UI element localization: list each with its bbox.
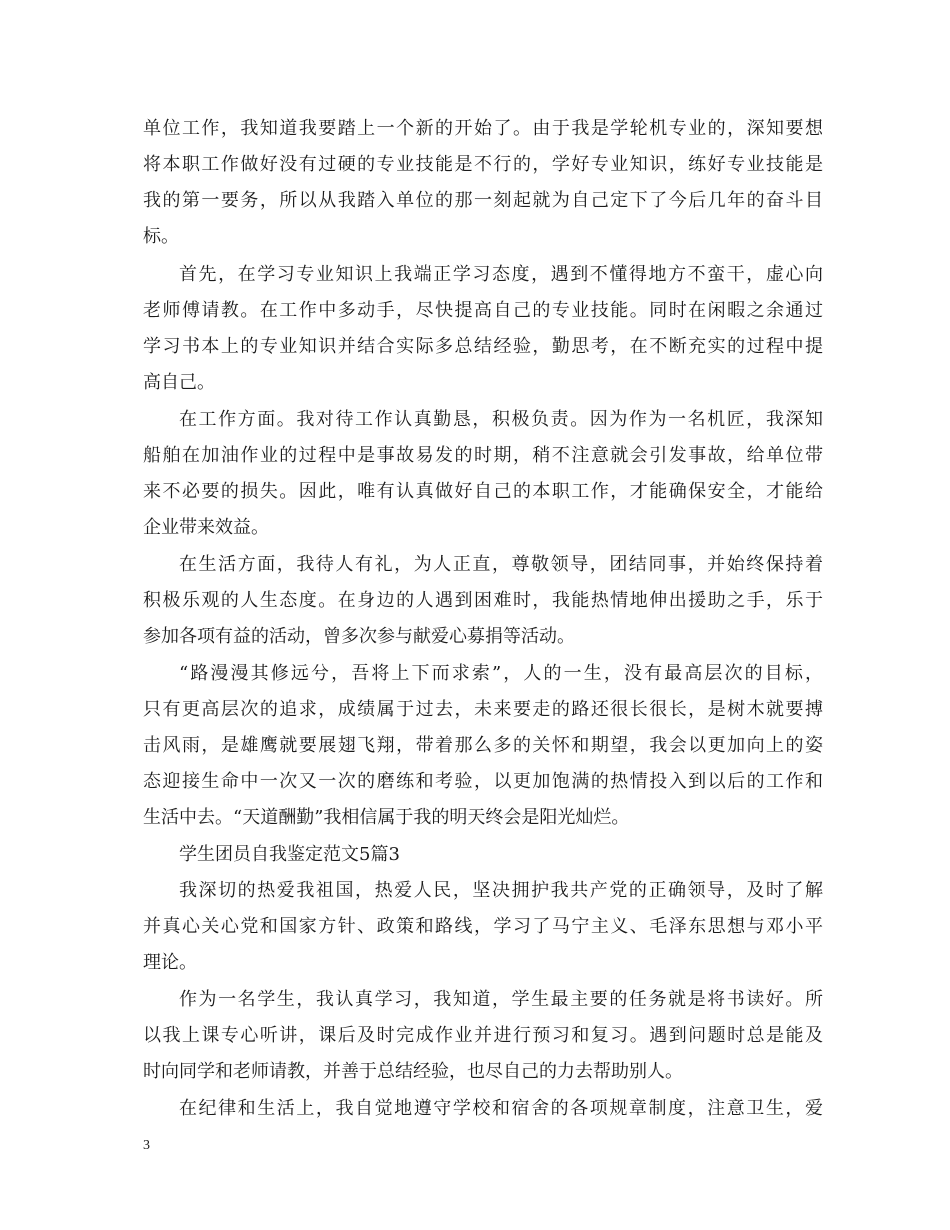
text-line: 企业带来效益。	[143, 517, 269, 538]
text-line: 只有更高层次的追求，成绩属于过去，未来要走的路还很长很长，是树木就要搏	[143, 699, 823, 720]
text-line: 将本职工作做好没有过硬的专业技能是不行的，学好专业知识，练好专业技能是	[143, 154, 823, 175]
text-line: 作为一名学生，我认真学习，我知道，学生最主要的任务就是将书读好。所	[179, 989, 823, 1010]
text-line: 击风雨，是雄鹰就要展翅飞翔，带着那么多的关怀和期望，我会以更加向上的姿	[143, 735, 823, 756]
page-number: 3	[143, 1138, 150, 1153]
text-line: 单位工作，我知道我要踏上一个新的开始了。由于我是学轮机专业的，深知要想	[143, 118, 823, 139]
text-line: 以我上课专心听讲，课后及时完成作业并进行预习和复习。遇到问题时总是能及	[143, 1025, 823, 1046]
text-line: 在生活方面，我待人有礼，为人正直，尊敬领导，团结同事，并始终保持着	[179, 554, 823, 575]
text-line: 老师傅请教。在工作中多动手，尽快提高自己的专业技能。同时在闲暇之余通过	[143, 300, 823, 321]
text-line: 积极乐观的人生态度。在身边的人遇到困难时，我能热情地伸出援助之手，乐于	[143, 590, 823, 611]
text-line: 时向同学和老师请教，并善于总结经验，也尽自己的力去帮助别人。	[143, 1061, 683, 1082]
text-line: 并真心关心党和国家方针、政策和路线，学习了马宁主义、毛泽东思想与邓小平	[143, 916, 823, 937]
text-line: 我深切的热爱我祖国，热爱人民，坚决拥护我共产党的正确领导，及时了解	[179, 880, 823, 901]
text-line: 标。	[143, 226, 179, 247]
text-line: 态迎接生命中一次又一次的磨练和考验，以更加饱满的热情投入到以后的工作和	[143, 771, 823, 792]
text-line: 来不必要的损失。因此，唯有认真做好自己的本职工作，才能确保安全，才能给	[143, 481, 823, 502]
text-line: 船舶在加油作业的过程中是事故易发的时期，稍不注意就会引发事故，给单位带	[143, 445, 823, 466]
text-line: 学习书本上的专业知识并结合实际多总结经验，勤思考，在不断充实的过程中提	[143, 336, 823, 357]
text-line: “路漫漫其修远兮，吾将上下而求索”，人的一生，没有最高层次的目标，	[179, 663, 823, 684]
text-line: 高自己。	[143, 372, 215, 393]
text-line: 在纪律和生活上，我自觉地遵守学校和宿舍的各项规章制度，注意卫生，爱	[179, 1098, 823, 1119]
text-line: 我的第一要务，所以从我踏入单位的那一刻起就为自己定下了今后几年的奋斗目	[143, 190, 823, 211]
text-line: 参加各项有益的活动，曾多次参与献爱心募捐等活动。	[143, 626, 575, 647]
section-heading: 学生团员自我鉴定范文5篇3	[179, 844, 400, 865]
text-line: 生活中去。“天道酬勤”我相信属于我的明天终会是阳光灿烂。	[143, 807, 630, 828]
text-line: 理论。	[143, 952, 197, 973]
text-line: 在工作方面。我对待工作认真勤恳，积极负责。因为作为一名机匠，我深知	[179, 409, 823, 430]
text-line: 首先，在学习专业知识上我端正学习态度，遇到不懂得地方不蛮干，虚心向	[179, 264, 823, 285]
